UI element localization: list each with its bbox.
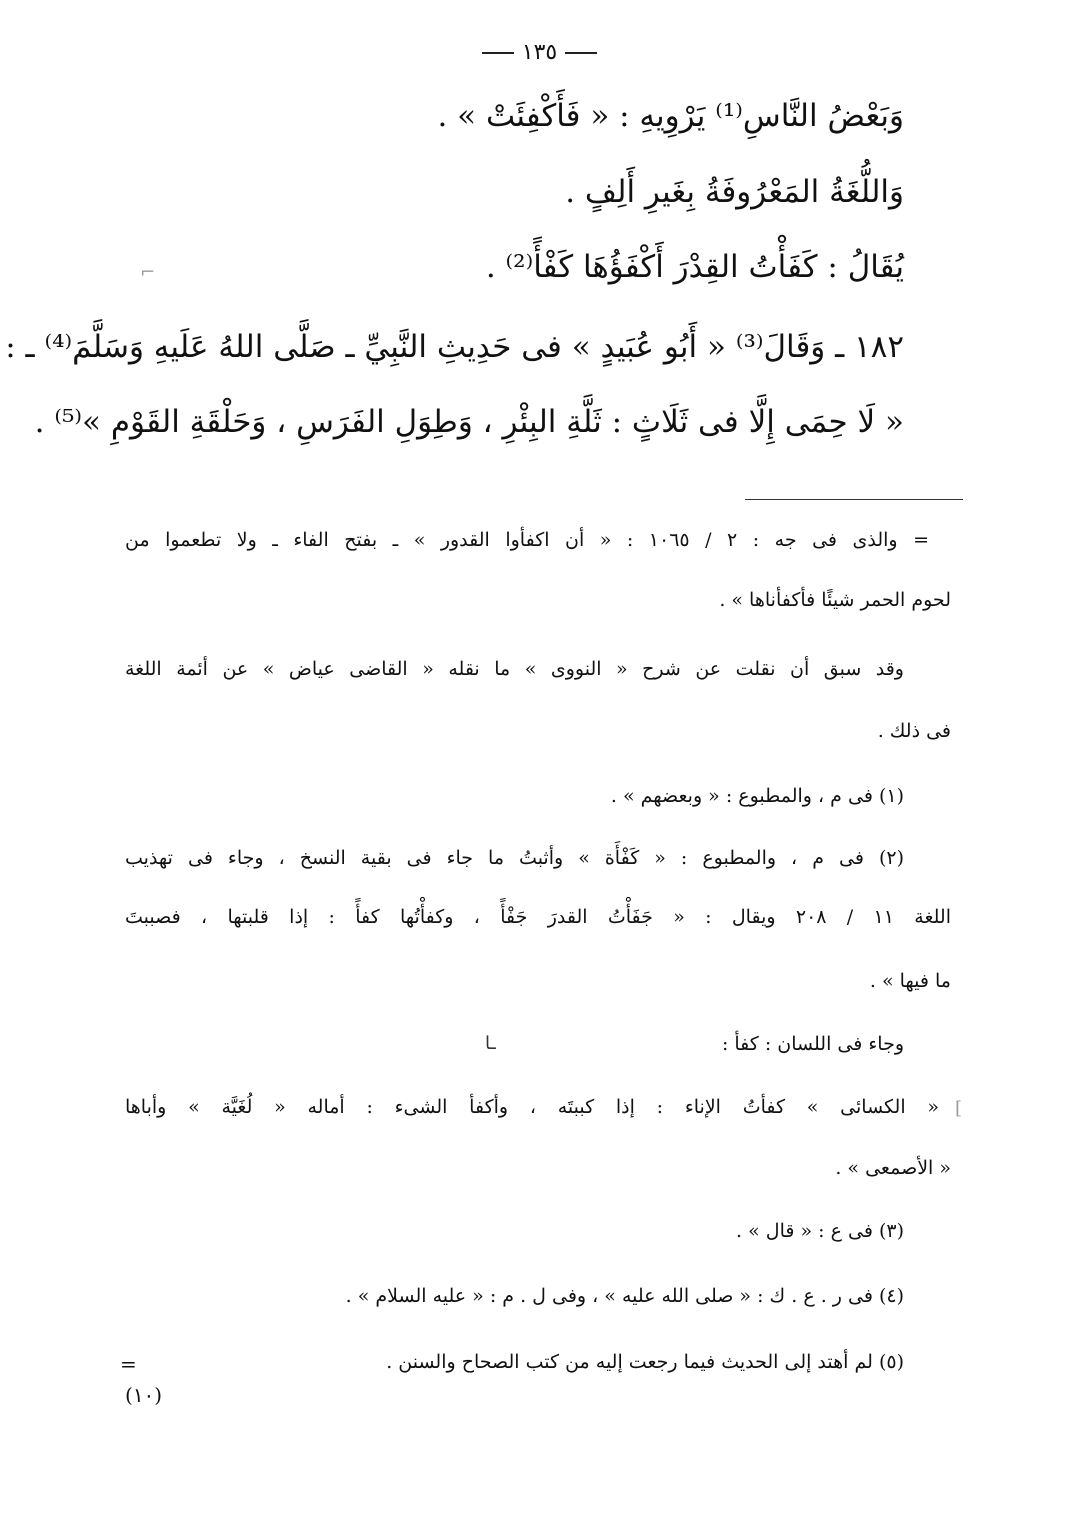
footnote-line: (١) فى م ، والمطبوع : « وبعضهم » . <box>610 785 904 807</box>
footnote-line: (٢) فى م ، والمطبوع : « كَفْأَة » وأثبتُ ما جاء فى بقية النسخ ، وجاء فى تهذيب <box>125 847 904 869</box>
footnote-line: لحوم الحمر شيئًا فأكفأناها » . <box>719 589 951 611</box>
page-number: ١٣٥ <box>521 40 558 65</box>
footnote-line: (٥) لم أهتد إلى الحديث فيما رجعت إليه من كتب الصحاح والسنن . <box>386 1351 904 1373</box>
scan-mark: [ <box>955 1098 963 1119</box>
footnote-line: اللغة ١١ / ٢٠٨ ويقال : « جَفَأْتُ القدرَ جَفْأً ، وكفأْتُها كفأً : إذا قلبتها ، فصببتَ <box>125 906 951 928</box>
footnote-line: وقد سبق أن نقلت عن شرح « النووى » ما نقله « القاضى عياض » عن أئمة اللغة <box>125 658 904 680</box>
footnote-line: « الأصمعى » . <box>835 1157 951 1179</box>
footnote-line: ما فيها » . <box>869 970 951 992</box>
main-text-line: وَاللُّغَةُ المَعْرُوفَةُ بِغَيرِ أَلِفٍ . <box>565 174 904 210</box>
footnote-line: « الكسائى » كفأتُ الإناء : إذا كببتَه ، وأكفأ الشىء : أماله « لُغَيَّة » وأباها <box>125 1096 939 1118</box>
continuation-mark: = <box>120 1352 137 1376</box>
header-dash-left <box>482 52 514 54</box>
main-text-line: « لَا حِمَى إِلَّا فى ثَلَاثٍ : ثَلَّةِ البِئْرِ ، وَطِوَلِ الفَرَسِ ، وَحَلْقَةِ القَوْمِ »⁽⁵⁾ . <box>34 404 904 440</box>
main-text-line: ١٨٢ ـ وَقَالَ⁽³⁾ « أَبُو عُبَيدٍ » فى حَدِيثِ النَّبِيِّ ـ صَلَّى اللهُ عَلَيهِ وَسَلَّمَ⁽⁴⁾ ـ : <box>5 329 904 365</box>
main-text-line: وَبَعْضُ النَّاسِ⁽¹⁾ يَرْوِيهِ : « فَأَكْفِئَتْ » . <box>437 98 904 134</box>
scan-mark: ⌐ <box>140 262 156 283</box>
main-text-line: يُقَالُ : كَفَأْتُ القِدْرَ أَكْفَؤُهَا كَفْأً⁽²⁾ . <box>485 249 904 285</box>
footnote-line: = والذى فى جه : ٢ / ١٠٦٥ : « أن اكفأوا القدور » ـ بفتح الفاء ـ ولا تطعموا من <box>125 529 929 551</box>
page-header <box>0 40 1079 65</box>
scan-mark: ـا <box>485 1033 496 1054</box>
footnote-line: (٣) فى ع : « قال » . <box>736 1220 904 1242</box>
signature-mark: (١٠) <box>125 1383 163 1407</box>
footnote-line: فى ذلك . <box>877 720 951 742</box>
footnote-line: وجاء فى اللسان : كفأ : <box>721 1033 904 1055</box>
footnote-separator <box>745 499 963 500</box>
header-dash-right <box>565 52 597 54</box>
footnote-line: (٤) فى ر . ع . ك : « صلى الله عليه » ، وفى ل . م : « عليه السلام » . <box>345 1285 904 1307</box>
